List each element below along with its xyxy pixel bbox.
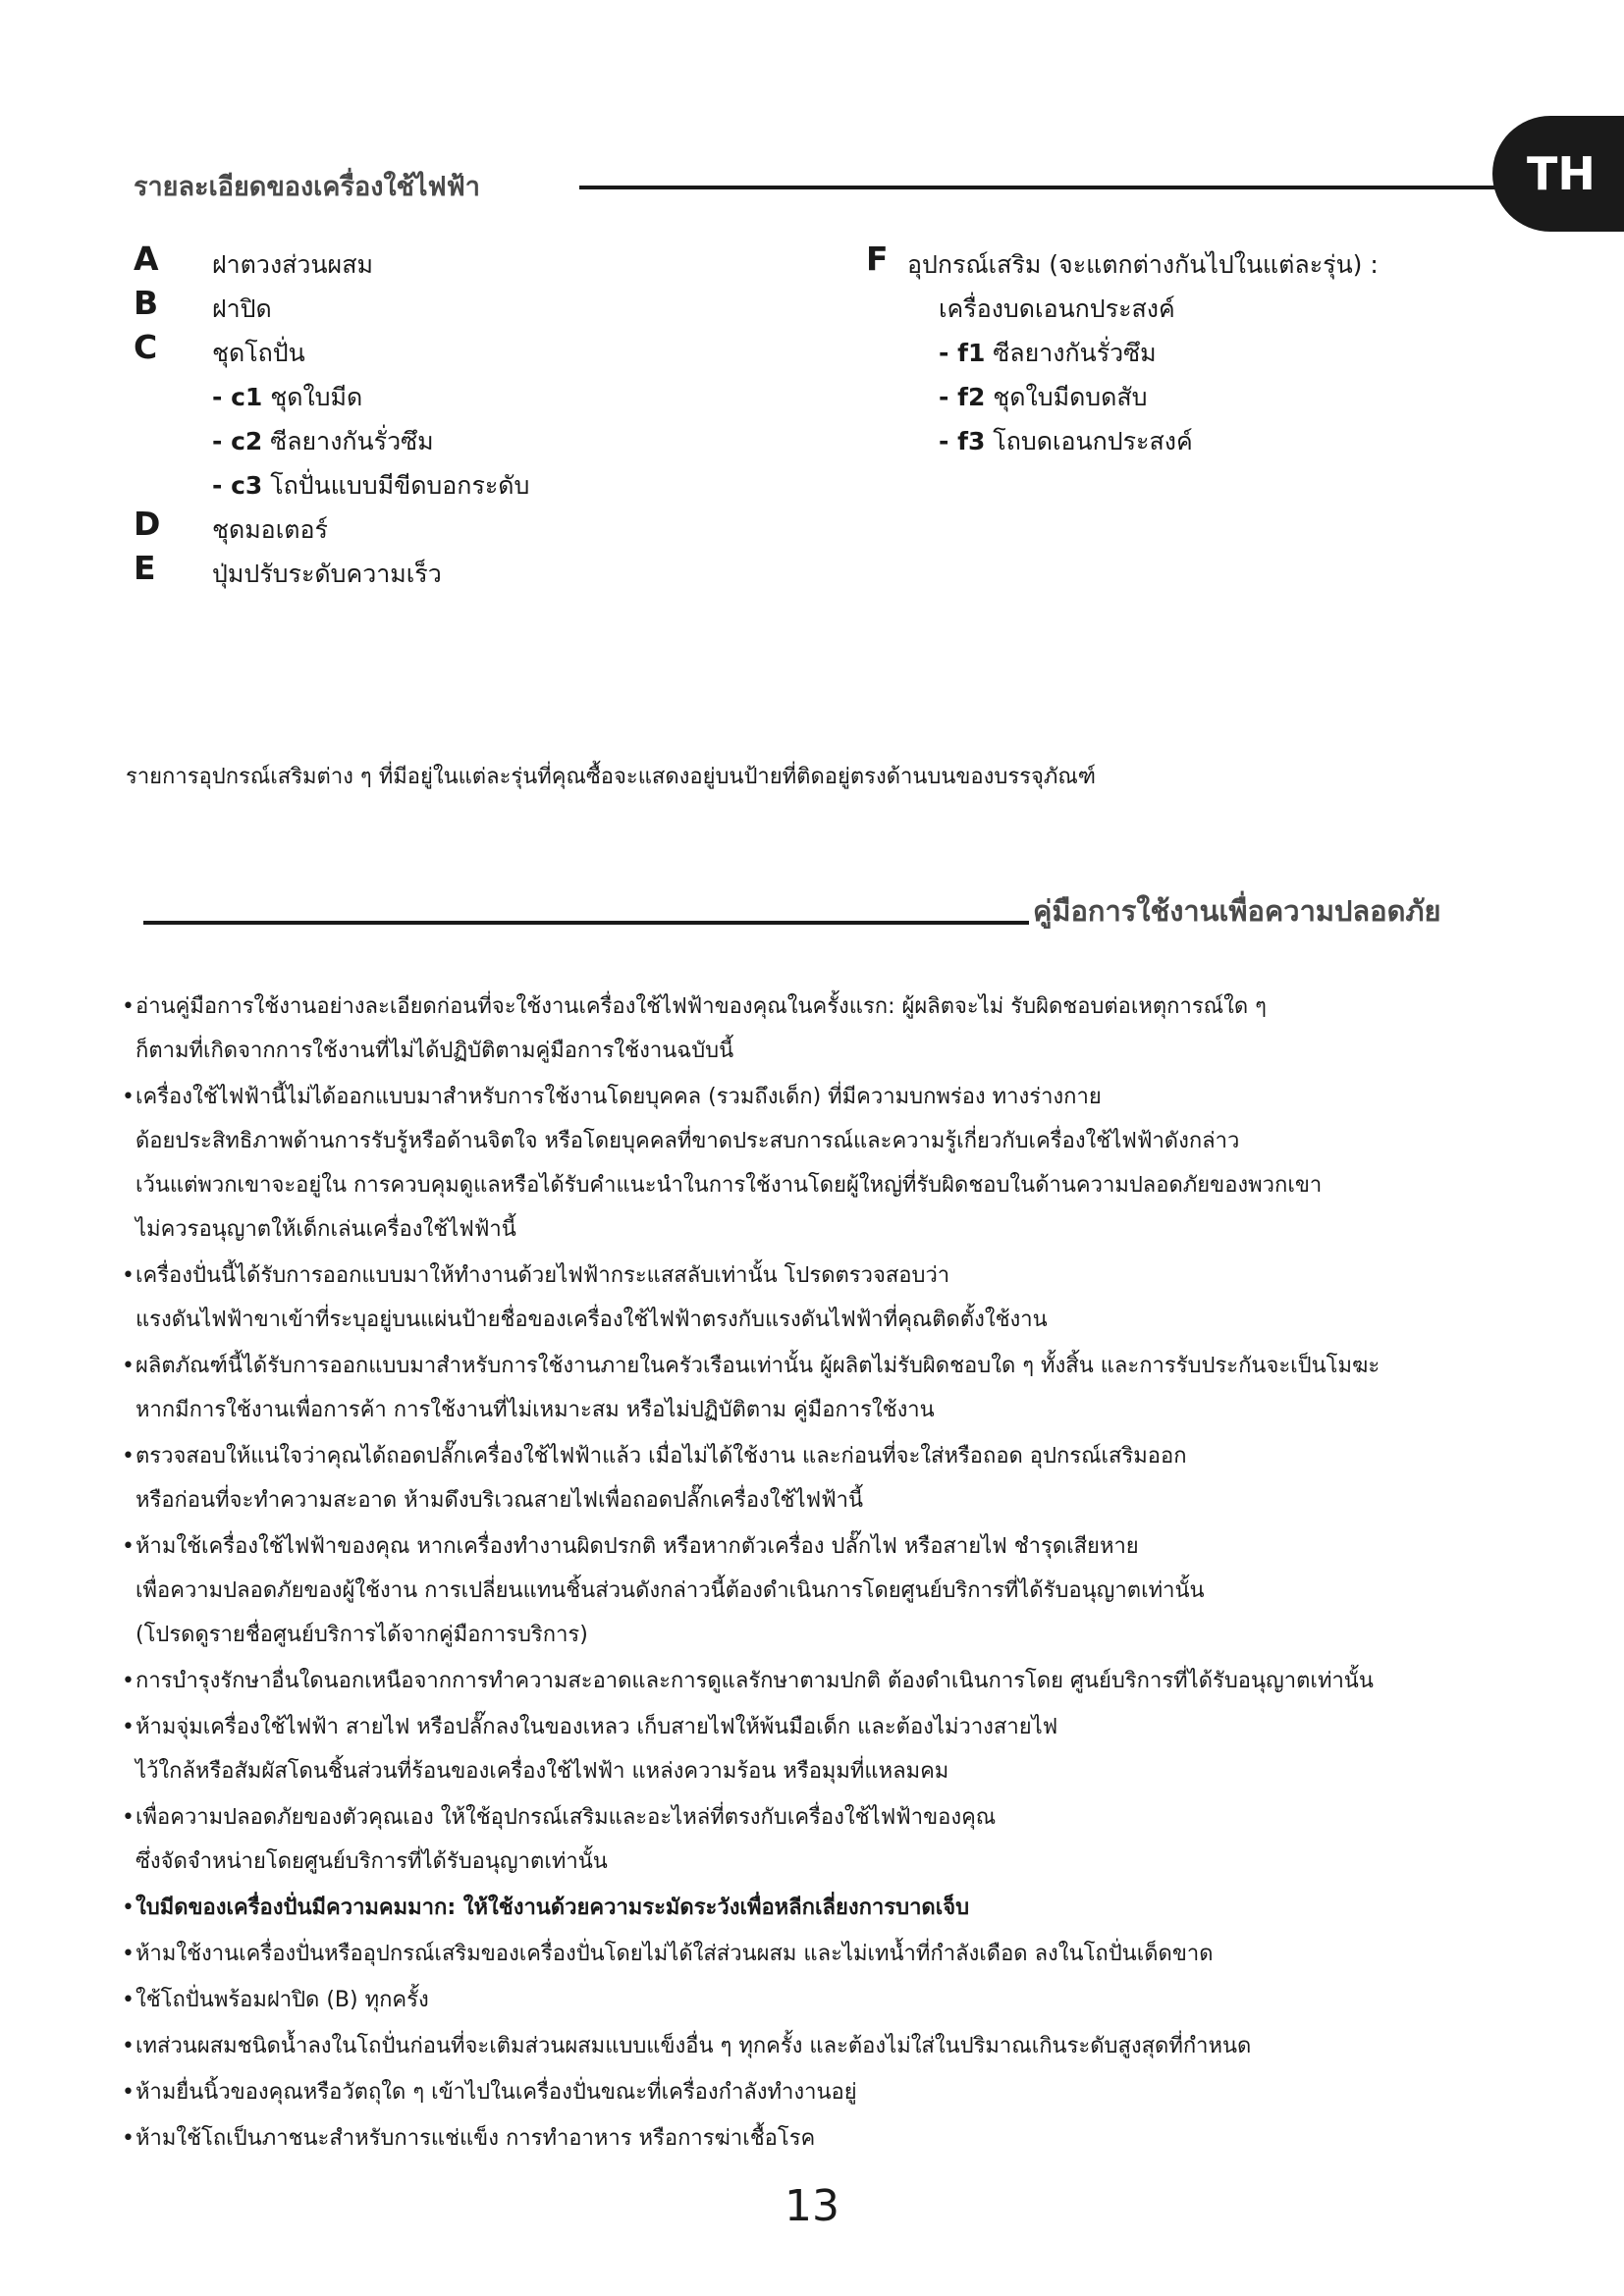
subitem-text: ชุดใบมีดบดสับ [985, 383, 1148, 411]
safety-item-line: • เพื่อความปลอดภัยของตัวคุณเอง ให้ใช้อุปกรณ์เสริมและอะไหล่ที่ตรงกับเครื่องใช้ไฟฟ้าของคุณ [135, 1805, 997, 1830]
safety-item [122, 2116, 1516, 2161]
part-letter: E [134, 549, 156, 587]
safety-item [122, 1434, 1516, 1522]
part-f-subtitle: เครื่องบดเอนกประสงค์ [939, 294, 1175, 323]
part-subitem-c2 [212, 422, 434, 461]
safety-item [122, 1795, 1516, 1884]
subitem-code: - c3 [212, 471, 263, 500]
safety-item [122, 1659, 1516, 1703]
safety-item-line: • เทส่วนผสมชนิดน้ำลงในโถปั่นก่อนที่จะเติมส่วนผสมแบบแข็งอื่น ๆ ทุกครั้ง และต้องไม่ใส่ในปริมาณเกินระดับสูงสุดที่กำหนด [135, 2034, 1252, 2058]
language-tab: TH [1492, 116, 1624, 232]
part-letter: D [134, 505, 161, 543]
subitem-text: โถปั่นแบบมีขีดบอกระดับ [262, 471, 530, 500]
section-title-appliance-description: รายละเอียดของเครื่องใช้ไฟฟ้า [134, 172, 480, 202]
part-subitem-f2 [939, 378, 1148, 417]
part-letter: B [134, 284, 159, 322]
safety-item-line: • ห้ามใช้โถเป็นภาชนะสำหรับการแช่แข็ง การทำอาหาร หรือการฆ่าเชื้อโรค [135, 2126, 816, 2151]
subitem-code: - f1 [939, 339, 986, 367]
safety-item-line: • ห้ามจุ่มเครื่องใช้ไฟฟ้า สายไฟ หรือปลั๊กลงในของเหลว เก็บสายไฟให้พ้นมือเด็ก และต้องไม่วางสายไฟ [135, 1715, 1058, 1739]
part-subitem-f1 [939, 334, 1157, 373]
subitem-text: ซีลยางกันรั่วซึม [985, 339, 1157, 367]
safety-instructions-list [122, 985, 1516, 2163]
safety-item-line: ด้อยประสิทธิภาพด้านการรับรู้หรือด้านจิตใจ หรือโดยบุคคลที่ขาดประสบการณ์และความรู้เกี่ยวกับเครื่องใช้ไฟฟ้าดังกล่าว [135, 1129, 1240, 1153]
safety-item-line: • การบำรุงรักษาอื่นใดนอกเหนือจากการทำความสะอาดและการดูแลรักษาตามปกติ ต้องดำเนินการโดย ศูนย์บริการที่ได้รับอนุญาตเท่านั้น [135, 1669, 1374, 1693]
safety-item-line: ซึ่งจัดจำหน่ายโดยศูนย์บริการที่ได้รับอนุญาตเท่านั้น [135, 1849, 608, 1874]
safety-item [122, 1705, 1516, 1793]
subitem-text: โถบดเอนกประสงค์ [985, 427, 1193, 455]
safety-item-line: • ห้ามใช้งานเครื่องปั่นหรืออุปกรณ์เสริมของเครื่องปั่นโดยไม่ได้ใส่ส่วนผสม และไม่เทน้ำที่กำลังเดือด ลงในโถปั่นเด็ดขาด [135, 1942, 1214, 1966]
safety-item-line: เพื่อความปลอดภัยของผู้ใช้งาน การเปลี่ยนแทนชิ้นส่วนดังกล่าวนี้ต้องดำเนินการโดยศูนย์บริการที่ได้รับอนุญาตเท่านั้น [135, 1578, 1205, 1603]
safety-item-line: ไม่ควรอนุญาตให้เด็กเล่นเครื่องใช้ไฟฟ้านี้ [135, 1217, 516, 1242]
part-text: อุปกรณ์เสริม (จะแตกต่างกันไปในแต่ละรุ่น) : [907, 250, 1379, 279]
section-title-safety: คู่มือการใช้งานเพื่อความปลอดภัย [1033, 894, 1441, 928]
safety-item-line: หรือก่อนที่จะทำความสะอาด ห้ามดึงบริเวณสายไฟเพื่อถอดปลั๊กเครื่องใช้ไฟฟ้านี้ [135, 1488, 864, 1513]
safety-item-line: • อ่านคู่มือการใช้งานอย่างละเอียดก่อนที่จะใช้งานเครื่องใช้ไฟฟ้าของคุณในครั้งแรก: ผู้ผลิตจะไม่ รับผิดชอบต่อเหตุการณ์ใด ๆ [135, 994, 1267, 1019]
safety-item-line: ก็ตามที่เกิดจากการใช้งานที่ไม่ได้ปฏิบัติตามคู่มือการใช้งานฉบับนี้ [135, 1039, 734, 1063]
part-text: ชุดมอเตอร์ [212, 515, 328, 544]
part-text: ฝาตวงส่วนผสม [212, 250, 373, 279]
safety-item [122, 1254, 1516, 1342]
safety-item [122, 2070, 1516, 2114]
safety-item [122, 985, 1516, 1073]
safety-item-line: • ผลิตภัณฑ์นี้ได้รับการออกแบบมาสำหรับการใช้งานภายในครัวเรือนเท่านั้น ผู้ผลิตไม่รับผิดชอบใด ๆ ทั้งสิ้น และการรับประกันจะเป็นโมฆะ [135, 1354, 1380, 1378]
part-letter: F [866, 240, 889, 278]
subitem-code: - c1 [212, 383, 263, 411]
safety-item [122, 1524, 1516, 1657]
safety-header-rule [143, 921, 1029, 925]
safety-item [122, 1886, 1516, 1930]
accessory-note: รายการอุปกรณ์เสริมต่าง ๆ ที่มีอยู่ในแต่ละรุ่นที่คุณซื้อจะแสดงอยู่บนป้ายที่ติดอยู่ตรงด้านบนของบรรจุภัณฑ์ [126, 765, 1097, 789]
part-letter: C [134, 328, 158, 366]
part-text: ฝาปิด [212, 294, 272, 323]
safety-item-line: • ห้ามใช้เครื่องใช้ไฟฟ้าของคุณ หากเครื่องทำงานผิดปรกติ หรือหากตัวเครื่อง ปลั๊กไฟ หรือสายไฟ ชำรุดเสียหาย [135, 1534, 1139, 1559]
subitem-code: - c2 [212, 427, 263, 455]
safety-item [122, 1978, 1516, 2022]
safety-item-line: ไว้ใกล้หรือสัมผัสโดนชิ้นส่วนที่ร้อนของเครื่องใช้ไฟฟ้า แหล่งความร้อน หรือมุมที่แหลมคม [135, 1759, 949, 1784]
safety-item-line: เว้นแต่พวกเขาจะอยู่ใน การควบคุมดูแลหรือได้รับคำแนะนำในการใช้งานโดยผู้ใหญ่ที่รับผิดชอบในด้านความปลอดภัยของพวกเขา [135, 1173, 1323, 1198]
subitem-code: - f2 [939, 383, 986, 411]
subitem-text: ชุดใบมีด [262, 383, 363, 411]
subitem-code: - f3 [939, 427, 986, 455]
part-subitem-c3 [212, 466, 529, 506]
header-rule [579, 186, 1497, 189]
safety-item-line: • ใบมีดของเครื่องปั่นมีความคมมาก: ให้ใช้งานด้วยความระมัดระวังเพื่อหลีกเลี่ยงการบาดเจ็บ [135, 1896, 970, 1920]
part-subitem-f3 [939, 422, 1193, 461]
safety-item [122, 2024, 1516, 2068]
part-text: ปุ่มปรับระดับความเร็ว [212, 560, 442, 588]
safety-item-line: หากมีการใช้งานเพื่อการค้า การใช้งานที่ไม่เหมาะสม หรือไม่ปฏิบัติตาม คู่มือการใช้งาน [135, 1398, 935, 1422]
safety-item-line: • ใช้โถปั่นพร้อมฝาปิด (B) ทุกครั้ง [135, 1988, 429, 2012]
safety-item-line: • ห้ามยื่นนิ้วของคุณหรือวัตถุใด ๆ เข้าไปในเครื่องปั่นขณะที่เครื่องกำลังทำงานอยู่ [135, 2080, 857, 2105]
part-text: ชุดโถปั่น [212, 339, 305, 367]
subitem-text: ซีลยางกันรั่วซึม [262, 427, 434, 455]
safety-item [122, 1344, 1516, 1432]
safety-item [122, 1075, 1516, 1252]
safety-item [122, 1932, 1516, 1976]
safety-item-line: (โปรดดูรายชื่อศูนย์บริการได้จากคู่มือการบริการ) [135, 1623, 588, 1647]
safety-item-line: • ตรวจสอบให้แน่ใจว่าคุณได้ถอดปลั๊กเครื่องใช้ไฟฟ้าแล้ว เมื่อไม่ได้ใช้งาน และก่อนที่จะใส่หรือถอด อุปกรณ์เสริมออก [135, 1444, 1187, 1468]
safety-item-line: • เครื่องใช้ไฟฟ้านี้ไม่ได้ออกแบบมาสำหรับการใช้งานโดยบุคคล (รวมถึงเด็ก) ที่มีความบกพร่อง ทางร่างกาย [135, 1085, 1102, 1109]
safety-item-line: • เครื่องปั่นนี้ได้รับการออกแบบมาให้ทำงานด้วยไฟฟ้ากระแสสลับเท่านั้น โปรดตรวจสอบว่า [135, 1263, 950, 1288]
part-letter: A [134, 240, 159, 278]
part-subitem-c1 [212, 378, 362, 417]
safety-item-line: แรงดันไฟฟ้าขาเข้าที่ระบุอยู่บนแผ่นป้ายชื่อของเครื่องใช้ไฟฟ้าตรงกับแรงดันไฟฟ้าที่คุณติดตั้งใช้งาน [135, 1308, 1048, 1332]
page-number: 13 [785, 2181, 839, 2231]
